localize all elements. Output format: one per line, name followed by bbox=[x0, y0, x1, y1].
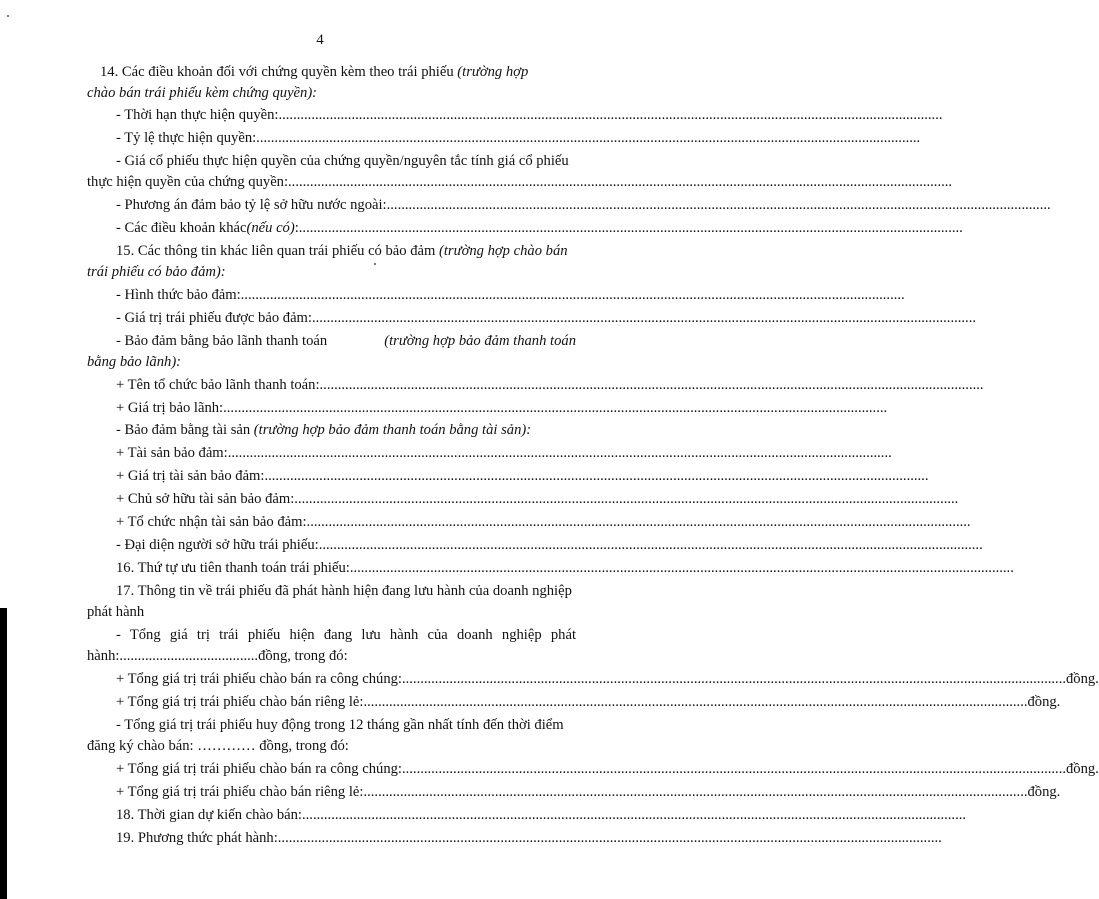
scan-speck bbox=[374, 263, 376, 265]
s14-item-foreign-ownership: - Phương án đảm bảo tỷ lệ sở hữu nước ngoài: ...................................................................................................................................................................................... bbox=[116, 197, 1051, 213]
s15-item-payment-guarantee: - Bảo đảm bằng bảo lãnh thanh toán (trường hợp bảo đảm thanh toán bbox=[116, 333, 576, 349]
s15-item-guarantee-form: - Hình thức bảo đảm: ...................................................................................................................................................................................... bbox=[116, 287, 905, 303]
s17-item-raised-12-months: - Tổng giá trị trái phiếu huy động trong 12 tháng gần nhất tính đến thời điểm bbox=[116, 717, 564, 733]
section-19-heading: 19. Phương thức phát hành: ...................................................................................................................................................................................... bbox=[116, 830, 942, 846]
s14-item-exercise-period: - Thời hạn thực hiện quyền: ...................................................................................................................................................................................... bbox=[116, 107, 943, 123]
section-17-heading-cont: phát hành bbox=[87, 604, 145, 620]
section-17-heading: 17. Thông tin về trái phiếu đã phát hành hiện đang lưu hành của doanh nghiệp bbox=[116, 583, 572, 599]
scan-edge-shadow bbox=[0, 608, 7, 899]
section-15-note: trái phiếu có bảo đảm): bbox=[87, 264, 226, 280]
s15-sub-collateral: + Tài sản bảo đảm: ...................................................................................................................................................................................... bbox=[116, 445, 892, 461]
s17-sub-private-placement: + Tổng giá trị trái phiếu chào bán riêng lẻ: ...................................................................................................................................................................................... đồng. bbox=[116, 694, 1061, 710]
section-14-heading: 14. Các điều khoản đối với chứng quyền kèm theo trái phiếu (trường hợp bbox=[100, 64, 529, 80]
s15-item-guaranteed-value: - Giá trị trái phiếu được bảo đảm: ...................................................................................................................................................................................... bbox=[116, 310, 976, 326]
section-14-note: chào bán trái phiếu kèm chứng quyền): bbox=[87, 85, 318, 101]
section-18-heading: 18. Thời gian dự kiến chào bán: ...................................................................................................................................................................................... bbox=[116, 807, 967, 823]
scan-speck bbox=[7, 15, 9, 17]
s17-item-raised-12-months-cont: đăng ký chào bán: ………… đồng, trong đó: bbox=[87, 738, 349, 754]
s17-item-outstanding-total-cont: hành:......................................đồng, trong đó: bbox=[87, 648, 348, 664]
s17-item-outstanding-total: - Tổng giá trị trái phiếu hiện đang lưu hành của doanh nghiệp phát bbox=[116, 627, 576, 643]
s15-item-asset-guarantee: - Bảo đảm bằng tài sản (trường hợp bảo đảm thanh toán bằng tài sản): bbox=[116, 422, 532, 438]
s15-item-payment-guarantee-note: bằng bảo lãnh): bbox=[87, 354, 182, 370]
s15-sub-guarantor-name: + Tên tổ chức bảo lãnh thanh toán: ...................................................................................................................................................................................... bbox=[116, 377, 984, 393]
s17-sub-public-offering-12m: + Tổng giá trị trái phiếu chào bán ra công chúng: ...................................................................................................................................................................................... đồng. bbox=[116, 761, 1099, 777]
s15-sub-guarantee-value: + Giá trị bảo lãnh: ...................................................................................................................................................................................... bbox=[116, 400, 888, 416]
s17-sub-private-placement-12m: + Tổng giá trị trái phiếu chào bán riêng lẻ: ...................................................................................................................................................................................... đồng. bbox=[116, 784, 1061, 800]
s15-item-bondholder-rep: - Đại diện người sở hữu trái phiếu: ...................................................................................................................................................................................... bbox=[116, 537, 983, 553]
s15-sub-collateral-value: + Giá trị tài sản bảo đảm: ...................................................................................................................................................................................... bbox=[116, 468, 929, 484]
section-16-heading: 16. Thứ tự ưu tiên thanh toán trái phiếu: ...................................................................................................................................................................................... bbox=[116, 560, 1014, 576]
s15-sub-collateral-owner: + Chủ sở hữu tài sản bảo đảm: ...................................................................................................................................................................................... bbox=[116, 491, 959, 507]
s14-item-other-terms: - Các điều khoản khác (nếu có) : ...................................................................................................................................................................................... bbox=[116, 220, 963, 236]
s17-sub-public-offering: + Tổng giá trị trái phiếu chào bán ra công chúng: ...................................................................................................................................................................................... đồng. bbox=[116, 671, 1099, 687]
s14-item-exercise-price-cont: thực hiện quyền của chứng quyền: ...................................................................................................................................................................................... bbox=[87, 174, 953, 190]
page-number: 4 bbox=[316, 32, 324, 48]
s14-item-exercise-ratio: - Tỷ lệ thực hiện quyền: ...................................................................................................................................................................................... bbox=[116, 130, 921, 146]
s15-sub-collateral-receiver: + Tổ chức nhận tài sản bảo đảm: ...................................................................................................................................................................................... bbox=[116, 514, 971, 530]
section-15-heading: 15. Các thông tin khác liên quan trái phiếu có bảo đảm (trường hợp chào bán bbox=[116, 243, 568, 259]
s14-item-exercise-price: - Giá cổ phiếu thực hiện quyền của chứng quyền/nguyên tắc tính giá cổ phiếu bbox=[116, 153, 569, 169]
